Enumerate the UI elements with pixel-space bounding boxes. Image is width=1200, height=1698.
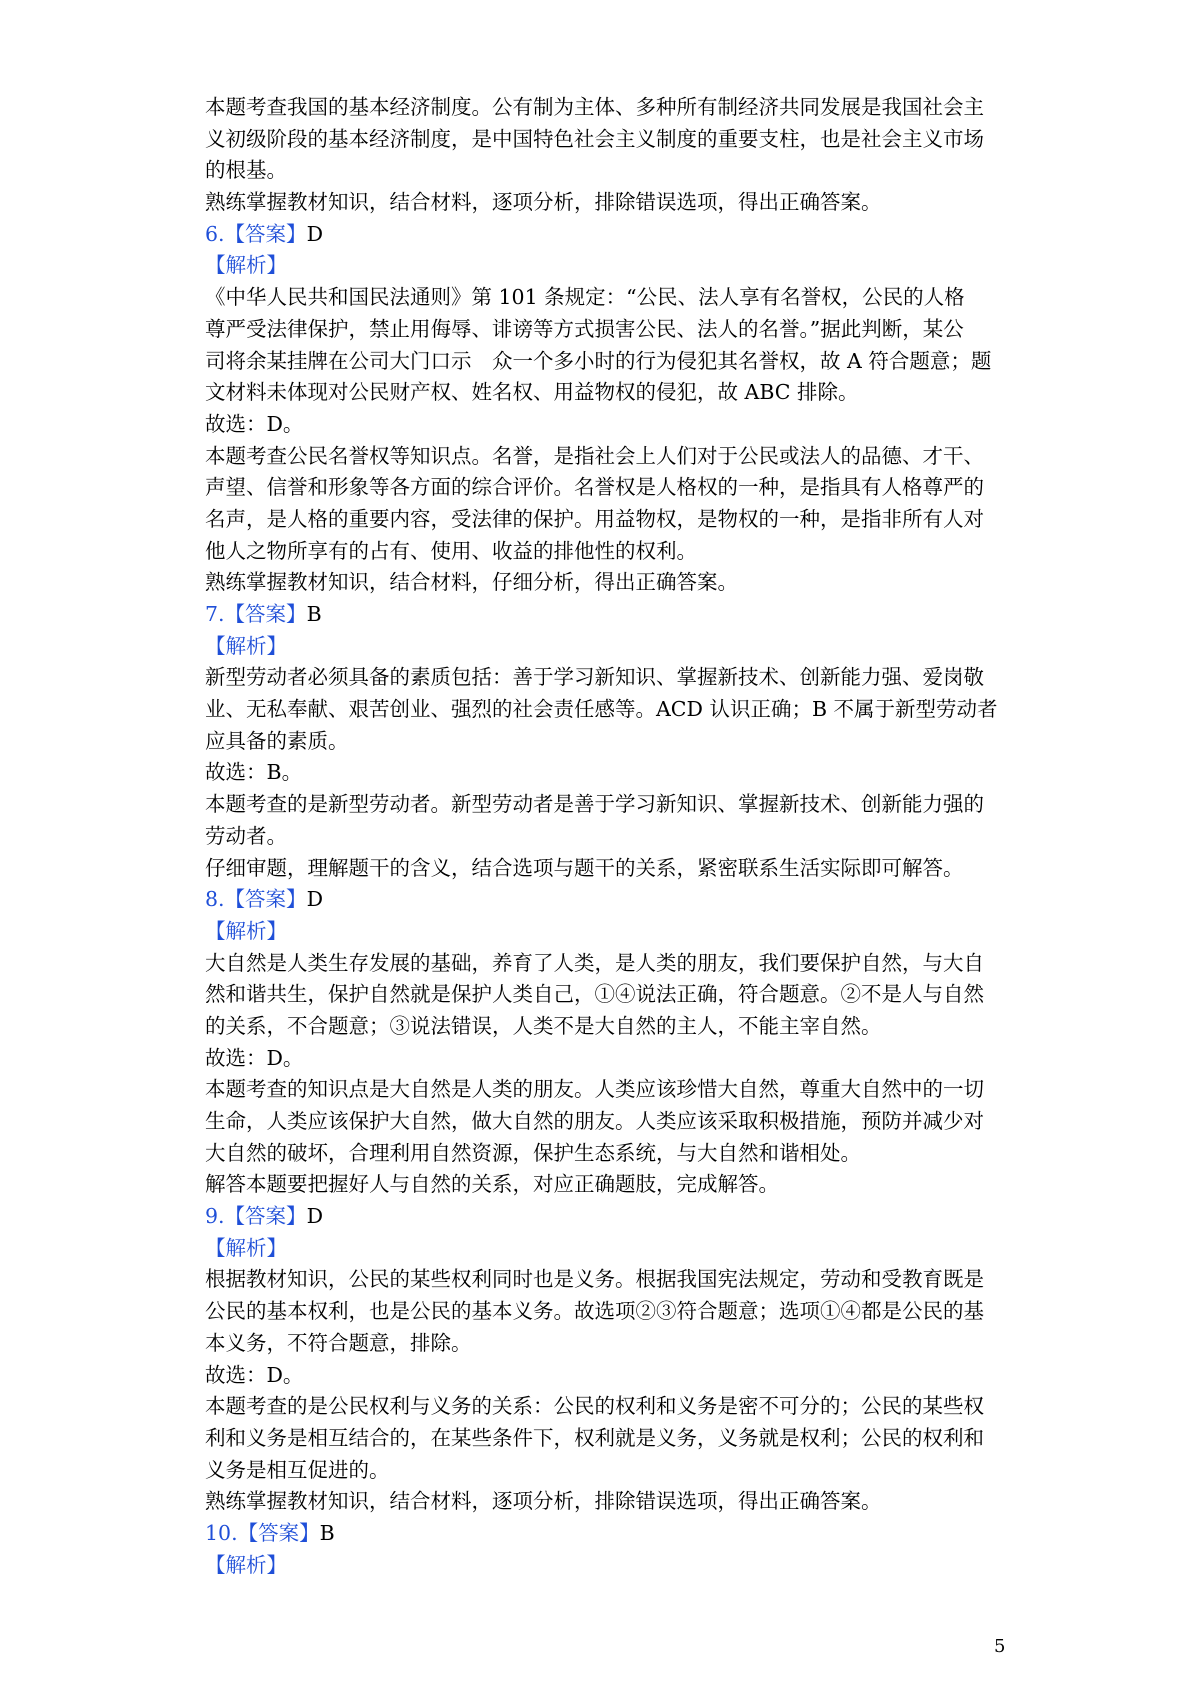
text-line xyxy=(205,1455,1005,1487)
page-number: 5 xyxy=(994,1636,1006,1657)
answer-marker: 【解析】 xyxy=(205,633,287,658)
line-text: 新型劳动者必须具备的素质包括：善于学习新知识、掌握新技术、创新能力强、爱岗敬 xyxy=(205,665,984,690)
text-line xyxy=(205,821,1005,853)
text-line xyxy=(205,567,1005,599)
document-body xyxy=(205,92,1005,1581)
answer-marker: 【解析】 xyxy=(205,1235,287,1260)
answer-marker: 8.【答案】 xyxy=(205,887,307,912)
line-text: D xyxy=(306,221,323,246)
text-line xyxy=(205,282,1005,314)
text-line xyxy=(205,1074,1005,1106)
text-line xyxy=(205,250,1005,282)
text-line xyxy=(205,1011,1005,1043)
line-text: 名声，是人格的重要内容，受法律的保护。用益物权，是物权的一种，是指非所有人对 xyxy=(205,506,984,531)
text-line xyxy=(205,1391,1005,1423)
text-line xyxy=(205,948,1005,980)
line-text: 司将余某挂牌在公司大门口示 众一个多小时的行为侵犯其名誉权，故 A 符合题意；题 xyxy=(205,348,992,373)
text-line xyxy=(205,1518,1005,1550)
text-line xyxy=(205,441,1005,473)
text-line xyxy=(205,1043,1005,1075)
answer-marker: 10.【答案】 xyxy=(205,1520,320,1545)
line-text: 生命，人类应该保护大自然，做大自然的朋友。人类应该采取积极措施，预防并减少对 xyxy=(205,1109,984,1133)
text-line xyxy=(205,916,1005,948)
text-line xyxy=(205,1233,1005,1265)
text-line xyxy=(205,377,1005,409)
line-text: 的根基。 xyxy=(205,158,287,183)
line-text: 义务是相互促进的。 xyxy=(205,1457,390,1482)
text-line xyxy=(205,124,1005,156)
line-text: D xyxy=(306,887,323,912)
line-text: 义初级阶段的基本经济制度，是中国特色社会主义制度的重要支柱，也是社会主义市场 xyxy=(205,126,984,151)
text-line xyxy=(205,155,1005,187)
line-text: 根据教材知识，公民的某些权利同时也是义务。根据我国宪法规定，劳动和受教育既是 xyxy=(205,1267,984,1292)
line-text: 《中华人民共和国民法通则》第 101 条规定：“公民、法人享有名誉权，公民的人格 xyxy=(205,285,965,310)
line-text: 尊严受法律保护，禁止用侮辱、诽谤等方式损害公民、法人的名誉。”据此判断，某公 xyxy=(205,316,964,341)
text-line xyxy=(205,1296,1005,1328)
text-line xyxy=(205,757,1005,789)
line-text: 解答本题要把握好人与自然的关系，对应正确题肢，完成解答。 xyxy=(205,1172,779,1197)
answer-marker: 9.【答案】 xyxy=(205,1204,307,1229)
line-text: 利和义务是相互结合的，在某些条件下，权利就是义务，义务就是权利；公民的权利和 xyxy=(205,1425,984,1450)
line-text: 本题考查的知识点是大自然是人类的朋友。人类应该珍惜大自然，尊重大自然中的一切 xyxy=(205,1077,984,1102)
answer-marker: 【解析】 xyxy=(205,918,287,943)
line-text: 熟练掌握教材知识，结合材料，逐项分析，排除错误选项，得出正确答案。 xyxy=(205,190,882,215)
line-text: D xyxy=(306,1204,323,1229)
answer-marker: 【解析】 xyxy=(205,1552,287,1577)
text-line xyxy=(205,409,1005,441)
text-line xyxy=(205,726,1005,758)
line-text: 然和谐共生，保护自然就是保护人类自己，①④说法正确，符合题意。②不是人与自然 xyxy=(205,982,984,1007)
line-text: 本义务，不符合题意，排除。 xyxy=(205,1330,472,1355)
line-text: 熟练掌握教材知识，结合材料，逐项分析，排除错误选项，得出正确答案。 xyxy=(205,1489,882,1514)
text-line xyxy=(205,504,1005,536)
line-text: 的关系，不合题意；③说法错误，人类不是大自然的主人，不能主宰自然。 xyxy=(205,1013,882,1038)
text-line xyxy=(205,1169,1005,1201)
answer-marker: 【解析】 xyxy=(205,253,287,278)
text-line xyxy=(205,662,1005,694)
answer-marker: 6.【答案】 xyxy=(205,221,307,246)
text-line xyxy=(205,1486,1005,1518)
line-text: B xyxy=(306,602,322,626)
answer-marker: 7.【答案】 xyxy=(205,602,307,626)
line-text: 劳动者。 xyxy=(205,823,287,848)
text-line xyxy=(205,187,1005,219)
text-line xyxy=(205,346,1005,378)
line-text: 本题考查的是新型劳动者。新型劳动者是善于学习新知识、掌握新技术、创新能力强的 xyxy=(205,792,984,817)
line-text: 本题考查公民名誉权等知识点。名誉，是指社会上人们对于公民或法人的品德、才干、 xyxy=(205,443,984,468)
text-line xyxy=(205,92,1005,124)
text-line xyxy=(205,694,1005,726)
line-text: 故选：D。 xyxy=(205,411,304,436)
text-line xyxy=(205,979,1005,1011)
line-text: B xyxy=(319,1520,335,1545)
text-line xyxy=(205,599,1005,631)
line-text: 故选：D。 xyxy=(205,1045,304,1070)
text-line xyxy=(205,472,1005,504)
text-line xyxy=(205,853,1005,885)
text-line xyxy=(205,1106,1005,1138)
line-text: 本题考查的是公民权利与义务的关系：公民的权利和义务是密不可分的；公民的某些权 xyxy=(205,1394,984,1419)
text-line xyxy=(205,884,1005,916)
line-text: 仔细审题，理解题干的含义，结合选项与题干的关系，紧密联系生活实际即可解答。 xyxy=(205,855,964,880)
text-line xyxy=(205,1328,1005,1360)
line-text: 他人之物所享有的占有、使用、收益的排他性的权利。 xyxy=(205,538,697,563)
line-text: 文材料未体现对公民财产权、姓名权、用益物权的侵犯，故 ABC 排除。 xyxy=(205,380,859,405)
line-text: 应具备的素质。 xyxy=(205,728,349,753)
line-text: 业、无私奉献、艰苦创业、强烈的社会责任感等。ACD 认识正确；B 不属于新型劳动者 xyxy=(205,697,998,722)
text-line xyxy=(205,1423,1005,1455)
text-line xyxy=(205,1264,1005,1296)
text-line xyxy=(205,219,1005,251)
line-text: 大自然是人类生存发展的基础，养育了人类，是人类的朋友，我们要保护自然，与大自 xyxy=(205,950,984,975)
text-line xyxy=(205,1138,1005,1170)
text-line xyxy=(205,536,1005,568)
line-text: 故选：D。 xyxy=(205,1362,304,1387)
text-line xyxy=(205,314,1005,346)
text-line xyxy=(205,631,1005,663)
text-line xyxy=(205,1550,1005,1582)
line-text: 公民的基本权利，也是公民的基本义务。故选项②③符合题意；选项①④都是公民的基 xyxy=(205,1299,984,1324)
line-text: 大自然的破坏，合理利用自然资源，保护生态系统，与大自然和谐相处。 xyxy=(205,1140,861,1165)
text-line xyxy=(205,1360,1005,1392)
line-text: 熟练掌握教材知识，结合材料，仔细分析，得出正确答案。 xyxy=(205,570,738,595)
line-text: 声望、信誉和形象等各方面的综合评价。名誉权是人格权的一种，是指具有人格尊严的 xyxy=(205,475,984,500)
line-text: 故选：B。 xyxy=(205,760,303,785)
text-line xyxy=(205,1201,1005,1233)
line-text: 本题考查我国的基本经济制度。公有制为主体、多种所有制经济共同发展是我国社会主 xyxy=(205,95,984,119)
text-line xyxy=(205,789,1005,821)
